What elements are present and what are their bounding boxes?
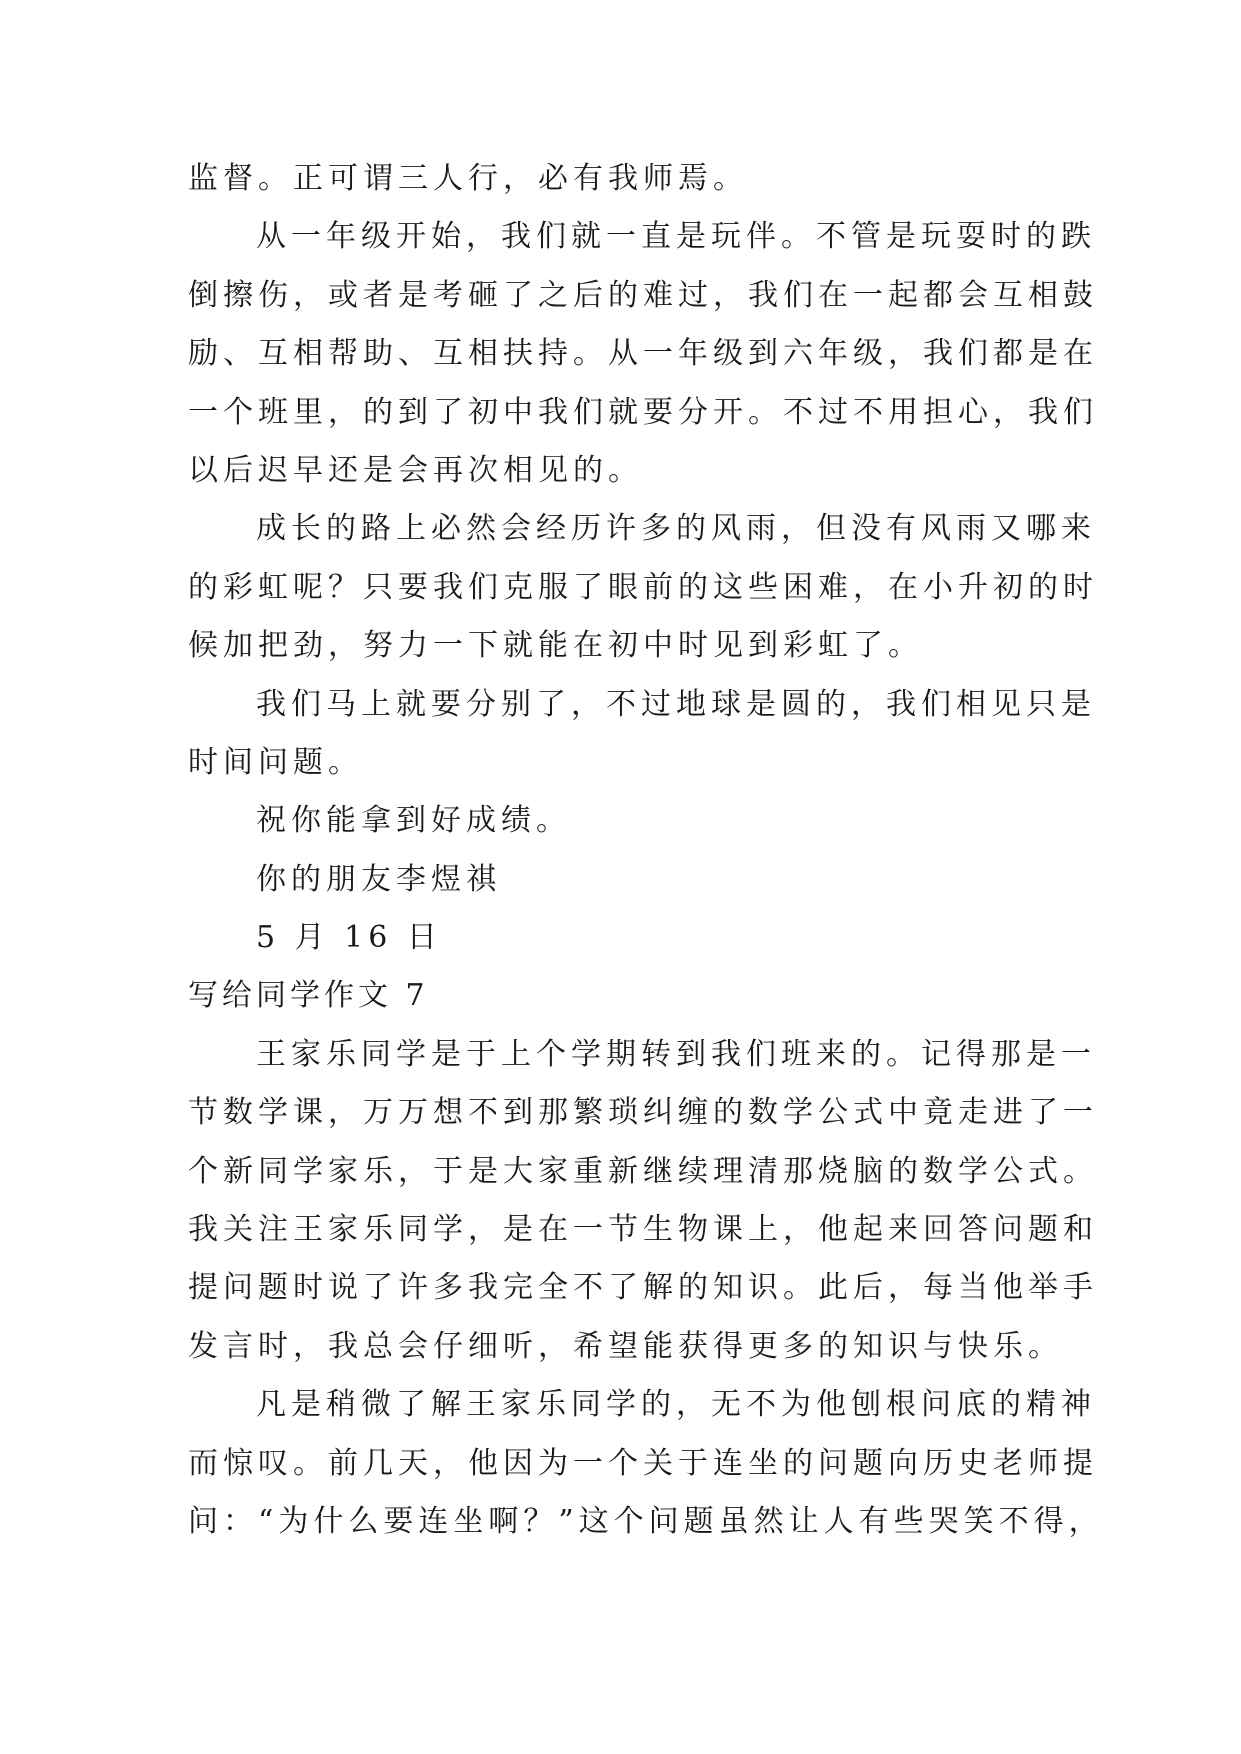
text-line: 时间问题。 — [188, 744, 363, 780]
paragraph — [188, 1026, 1098, 1376]
text-line: 的彩虹呢？只要我们克服了眼前的这些困难，在小升初的时 — [188, 569, 1098, 605]
text-line: 5 月 16 日 — [256, 920, 442, 956]
paragraph — [188, 851, 1068, 909]
document-page — [188, 150, 1104, 1551]
section-heading — [188, 967, 1068, 1025]
paragraph — [188, 676, 1096, 793]
paragraph — [188, 1376, 1104, 1551]
text-line: 励、互相帮助、互相扶持。从一年级到六年级，我们都是在 — [188, 336, 1098, 372]
text-line: 提问题时说了许多我完全不了解的知识。此后，每当他举手 — [188, 1270, 1098, 1306]
text-line: 我们马上就要分别了，不过地球是圆的，我们相见只是 — [256, 686, 1096, 722]
text-line: 候加把劲，努力一下就能在初中时见到彩虹了。 — [188, 628, 923, 664]
text-line: 凡是稍微了解王家乐同学的，无不为他刨根问底的精神 — [256, 1387, 1096, 1423]
text-line: 监督。正可谓三人行，必有我师焉。 — [188, 161, 748, 196]
document-body — [188, 150, 1104, 1551]
text-line: 成长的路上必然会经历许多的风雨，但没有风雨又哪来 — [256, 511, 1096, 547]
text-line: 祝你能拿到好成绩。 — [256, 803, 571, 839]
text-line: 个新同学家乐，于是大家重新继续理清那烧脑的数学公式。 — [188, 1153, 1098, 1189]
text-line: 我关注王家乐同学，是在一节生物课上，他起来回答问题和 — [188, 1212, 1098, 1248]
paragraph — [188, 208, 1098, 500]
text-line: 节数学课，万万想不到那繁琐纠缠的数学公式中竟走进了一 — [188, 1095, 1098, 1131]
paragraph — [188, 909, 1068, 967]
text-line: 王家乐同学是于上个学期转到我们班来的。记得那是一 — [256, 1036, 1096, 1072]
text-line: 一个班里，的到了初中我们就要分开。不过不用担心，我们 — [188, 394, 1098, 430]
text-line: 以后迟早还是会再次相见的。 — [188, 452, 643, 488]
text-line: 倒擦伤，或者是考砸了之后的难过，我们在一起都会互相鼓 — [188, 277, 1098, 313]
text-line: 问：“为什么要连坐啊？”这个问题虽然让人有些哭笑不得， — [188, 1503, 1104, 1539]
text-line: 发言时，我总会仔细听，希望能获得更多的知识与快乐。 — [188, 1328, 1063, 1364]
paragraph — [188, 500, 1098, 675]
heading-text: 写给同学作文 7 — [188, 978, 429, 1014]
text-line: 你的朋友李煜祺 — [256, 861, 501, 897]
text-line: 而惊叹。前几天，他因为一个关于连坐的问题向历史老师提 — [188, 1445, 1098, 1481]
text-line: 从一年级开始，我们就一直是玩伴。不管是玩耍时的跌 — [256, 219, 1096, 255]
paragraph — [188, 792, 1068, 850]
paragraph — [188, 150, 1068, 208]
